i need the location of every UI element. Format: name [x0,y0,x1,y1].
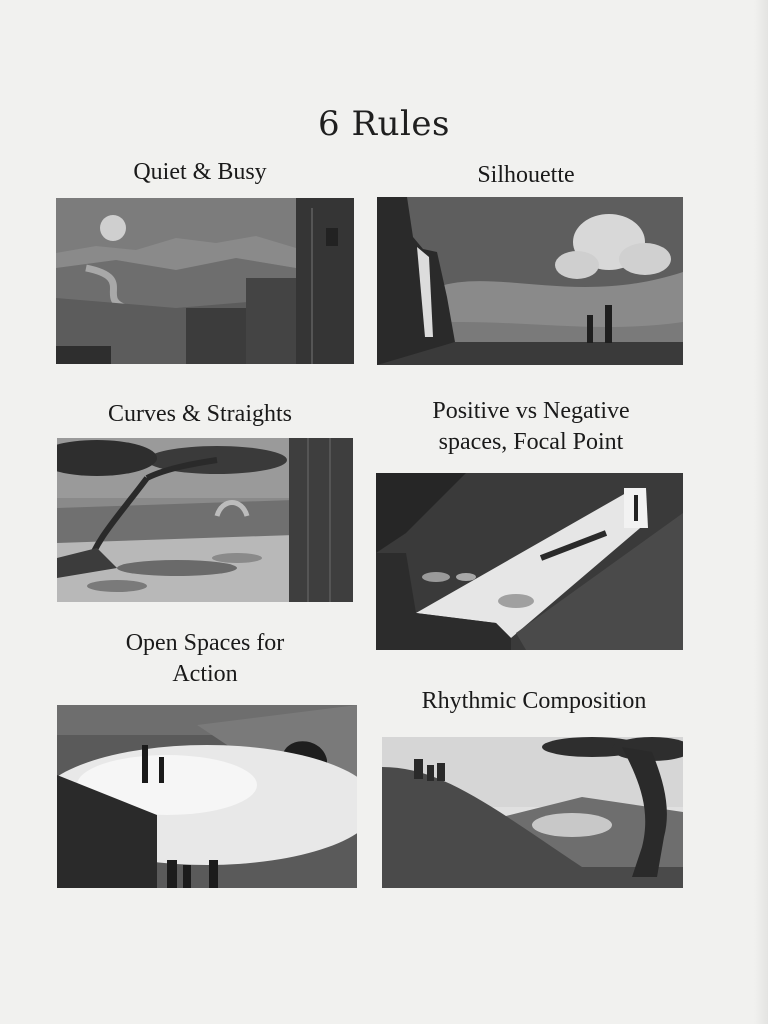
caption-line: Action [172,661,238,687]
caption-positive-negative [386,396,676,458]
illustration-open-spaces [57,705,357,888]
caption-silhouette: Silhouette [477,162,575,188]
paper-edge [754,0,768,1024]
illustration-curves-straights [57,438,353,602]
caption-quiet-busy: Quiet & Busy [133,159,267,185]
caption-open-spaces [65,628,345,690]
caption-rhythmic-composition: Rhythmic Composition [421,688,647,714]
caption-line: spaces, Focal Point [438,429,624,455]
page-title: 6 Rules [318,104,450,144]
caption-line: Open Spaces for [125,630,285,656]
illustration-positive-negative [376,473,683,650]
illustration-rhythmic-composition [382,737,683,888]
caption-curves-straights: Curves & Straights [108,401,292,427]
caption-line: Positive vs Negative [432,398,630,424]
illustration-silhouette [377,197,683,365]
illustration-quiet-busy [56,198,354,364]
